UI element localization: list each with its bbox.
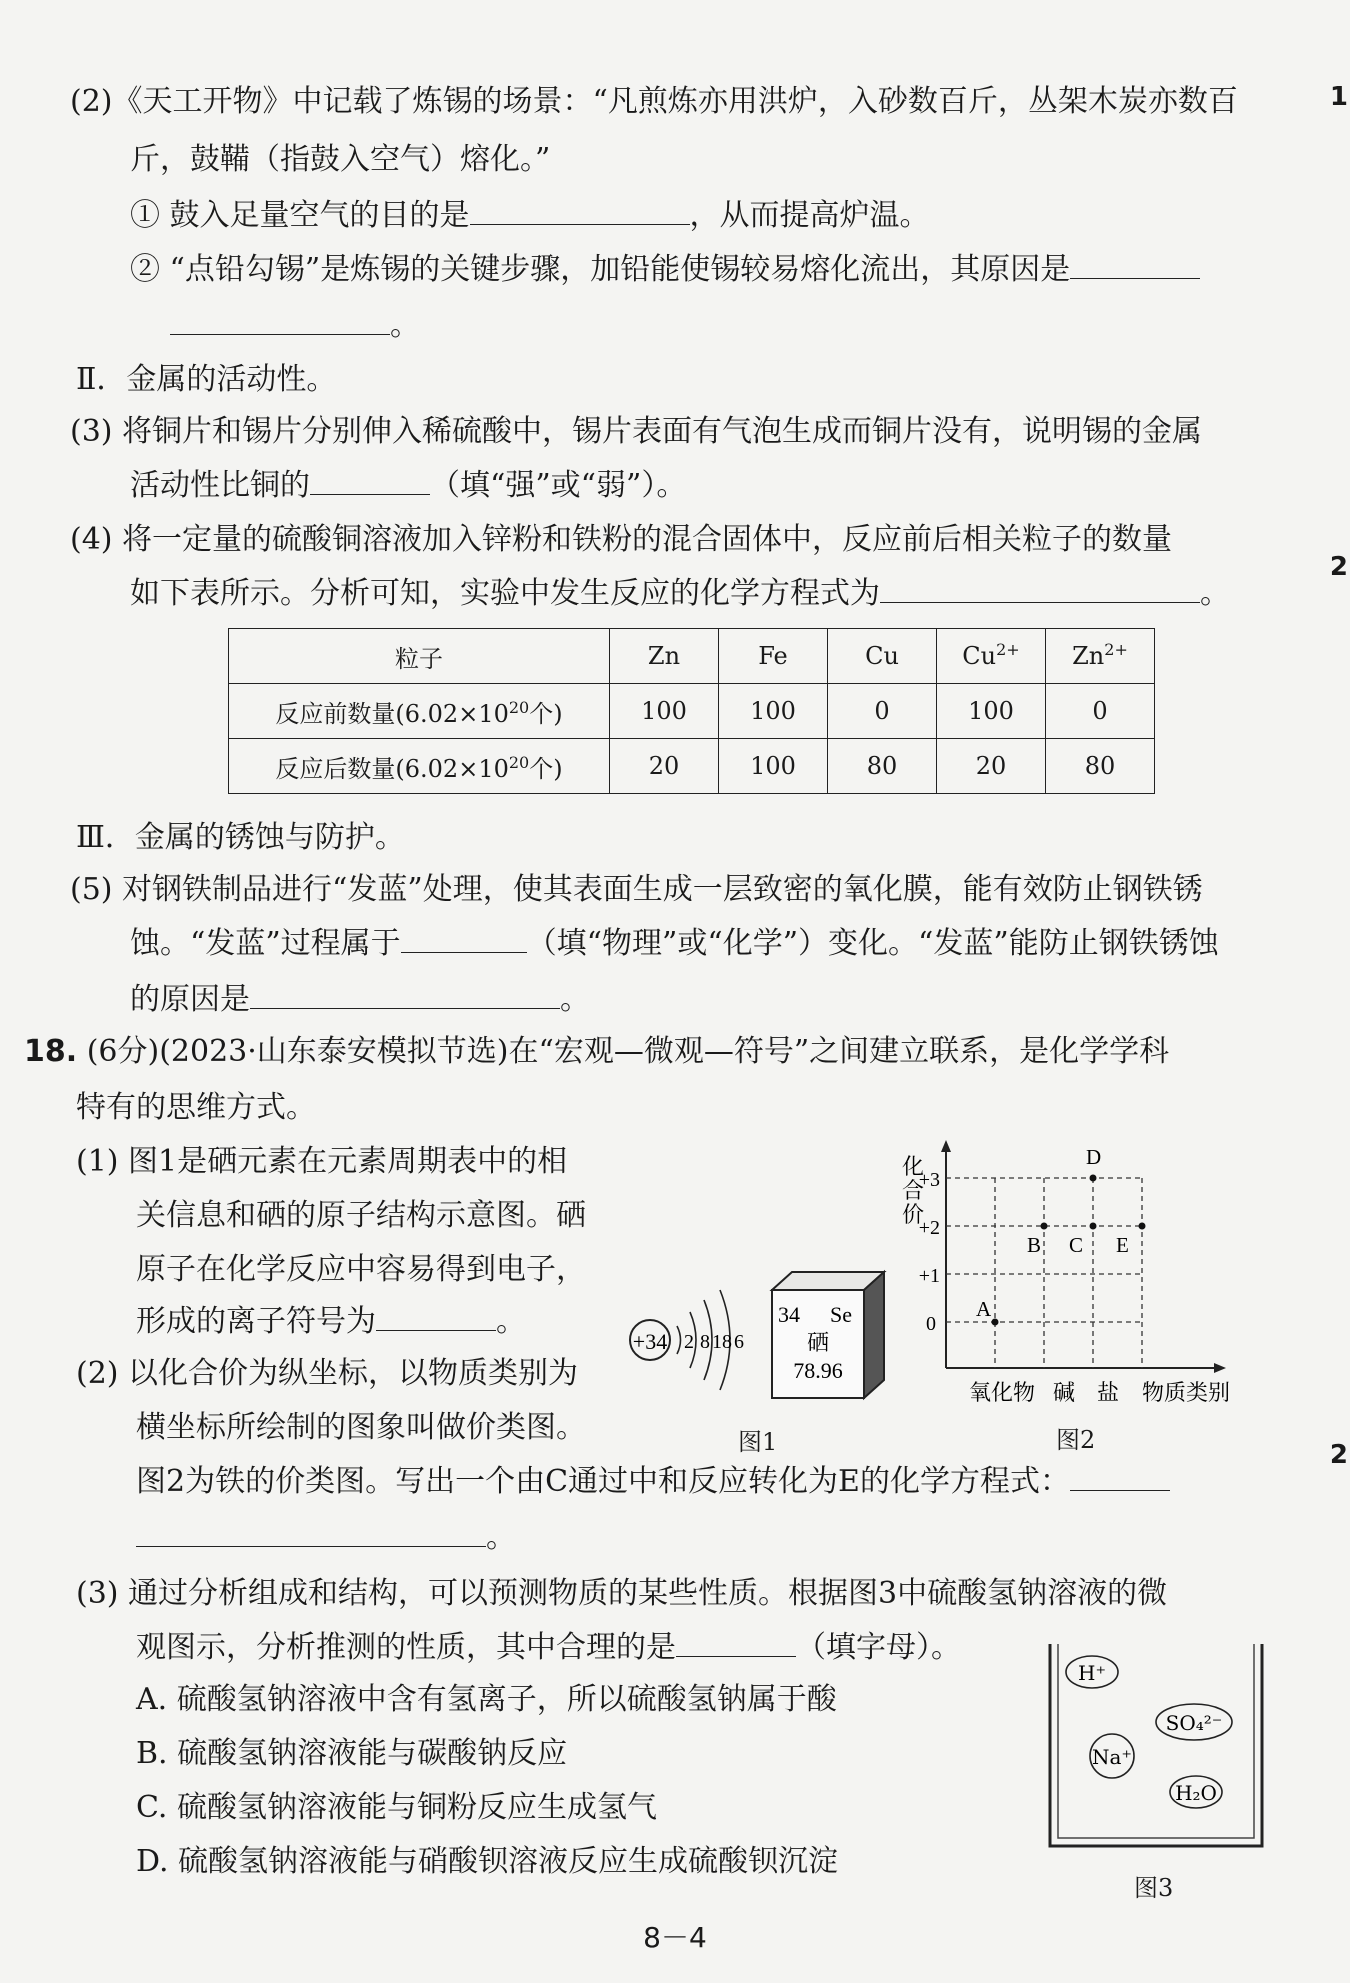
shell-electrons: 6 [734, 1331, 744, 1353]
point-a-label: A [976, 1297, 992, 1321]
table-row [229, 684, 1155, 739]
sulfate-ion-label: SO₄²⁻ [1165, 1711, 1223, 1735]
table-header: $Zn^{2+}$ [1046, 629, 1155, 684]
point-d [1090, 1175, 1097, 1182]
y-axis-label: 合 [902, 1179, 925, 1204]
figure-1-caption: 图1 [738, 1428, 778, 1456]
y-tick-label: +3 [918, 1169, 940, 1191]
point-e [1139, 1223, 1146, 1230]
shell-electrons: 2 [684, 1331, 694, 1353]
x-tick-label: 碱 [1052, 1381, 1076, 1406]
grid-lines [946, 1178, 1142, 1368]
edge-mark: 2 [1329, 552, 1348, 582]
q17-p5-line1: (5) 对钢铁制品进行“发蓝”处理，使其表面生成一层致密的氧化膜，能有效防止钢铁锈 [70, 872, 1203, 907]
answer-blank[interactable] [880, 574, 1200, 603]
table-row [229, 739, 1155, 794]
answer-blank[interactable] [136, 1518, 486, 1547]
x-axis-label: 物质类别 [1141, 1381, 1231, 1406]
figure-1 [622, 1268, 892, 1408]
q18-p1-line4: 形成的离子符号为 。 [136, 1304, 526, 1339]
table-cell: 100 [719, 684, 828, 739]
option-b[interactable]: B. 硫酸氢钠溶液能与碳酸钠反应 [136, 1736, 568, 1771]
q17-p2-sub1: ① 鼓入足量空气的目的是 ，从而提高炉温。 [130, 198, 930, 233]
na-ion-label: Na⁺ [1092, 1745, 1132, 1769]
q17-p2-line2: 斤，鼓鞴（指鼓入空气）熔化。” [130, 142, 551, 177]
q17-p4-line2: 如下表所示。分析可知，实验中发生反应的化学方程式为 。 [130, 576, 1230, 611]
atomic-number: 34 [778, 1302, 800, 1327]
option-c[interactable]: C. 硫酸氢钠溶液能与铜粉反应生成氢气 [136, 1790, 657, 1825]
h-ion-label: H⁺ [1078, 1661, 1106, 1685]
table-cell: 20 [610, 739, 719, 794]
atomic-mass: 78.96 [793, 1358, 843, 1383]
row-label: 反应后数量($6.02\times 10^{20}$个) [229, 739, 610, 794]
element-name: 硒 [806, 1331, 830, 1356]
answer-blank[interactable] [1070, 250, 1200, 279]
particle-count-table [228, 628, 1155, 794]
q18-p3-line1: (3) 通过分析组成和结构，可以预测物质的某些性质。根据图3中硫酸氢钠溶液的微 [76, 1576, 1168, 1611]
shell-electrons: 18 [712, 1331, 732, 1353]
q17-p3-line2: 活动性比铜的 （填“强”或“弱”）。 [130, 468, 687, 503]
table-cell: 100 [937, 684, 1046, 739]
element-symbol: Se [830, 1302, 852, 1327]
answer-blank[interactable] [170, 306, 390, 335]
q18-p1-line2: 关信息和硒的原子结构示意图。硒 [136, 1198, 586, 1233]
q18-p2-line1: (2) 以化合价为纵坐标，以物质类别为 [76, 1356, 579, 1391]
answer-blank[interactable] [470, 196, 690, 225]
cube-side [864, 1272, 884, 1398]
table-cell: 0 [828, 684, 937, 739]
y-tick-label: 0 [926, 1313, 936, 1335]
point-c-label: C [1069, 1233, 1084, 1257]
figure-2-caption: 图2 [1056, 1426, 1096, 1454]
page-number: 8－4 [643, 1921, 707, 1954]
q18-p2-line2: 横坐标所绘制的图象叫做价类图。 [136, 1410, 586, 1445]
table-header: 粒子 [229, 629, 610, 684]
q17-p2-sub2: ② “点铅勾锡”是炼锡的关键步骤，加铅能使锡较易熔化流出，其原因是 [130, 250, 1200, 290]
point-c [1090, 1223, 1097, 1230]
point-e-label: E [1116, 1233, 1129, 1257]
section-2-title: Ⅱ．金属的活动性。 [76, 362, 337, 397]
table-header-row [229, 629, 1155, 684]
table-cell: 100 [719, 739, 828, 794]
table-header: $Cu^{2+}$ [937, 629, 1046, 684]
water-molecule-label: H₂O [1175, 1781, 1217, 1805]
table-cell: 20 [937, 739, 1046, 794]
table-cell: 0 [1046, 684, 1155, 739]
point-b [1041, 1223, 1048, 1230]
y-axis-label: 化 [902, 1155, 925, 1180]
point-d-label: D [1086, 1145, 1102, 1169]
q18-p1-line3: 原子在化学反应中容易得到电子， [136, 1252, 586, 1287]
q18-p1-line1: (1) 图1是硒元素在元素周期表中的相 [76, 1144, 568, 1179]
q17-p4-line1: (4) 将一定量的硫酸铜溶液加入锌粉和铁粉的混合固体中，反应前后相关粒子的数量 [70, 522, 1173, 557]
q17-p3-line1: (3) 将铜片和锡片分别伸入稀硫酸中，锡片表面有气泡生成而铜片没有，说明锡的金属 [70, 414, 1203, 449]
table-header: Fe [719, 629, 828, 684]
q18-p2-line3: 图2为铁的价类图。写出一个由C通过中和反应转化为E的化学方程式： [136, 1462, 1170, 1502]
q18-intro-line1: 18. (6分)(2023·山东泰安模拟节选)在“宏观—微观—符号”之间建立联系，是化学学科 [24, 1034, 1170, 1069]
edge-mark: 1 [1329, 82, 1348, 112]
figure-3-caption: 图3 [1134, 1874, 1174, 1902]
q17-p2-sub2-cont: 。 [170, 306, 420, 346]
table-header: Cu [828, 629, 937, 684]
y-tick-label: +2 [918, 1217, 940, 1239]
question-number: 18. [24, 1034, 78, 1069]
answer-blank[interactable] [310, 466, 430, 495]
x-tick-label: 氧化物 [968, 1381, 1036, 1406]
q17-p2-line1: (2)《天工开物》中记载了炼锡的场景：“凡煎炼亦用洪炉，入砂数百斤，丛架木炭亦数百 [70, 84, 1238, 119]
row-label: 反应前数量($6.02\times 10^{20}$个) [229, 684, 610, 739]
y-axis-label: 价 [902, 1203, 925, 1228]
section-3-title: Ⅲ．金属的锈蚀与防护。 [76, 820, 405, 855]
y-tick-label: +1 [918, 1265, 940, 1287]
option-d[interactable]: D. 硫酸氢钠溶液能与硝酸钡溶液反应生成硫酸钡沉淀 [136, 1844, 839, 1879]
q17-p5-line2: 蚀。“发蓝”过程属于 （填“物理”或“化学”）变化。“发蓝”能防止钢铁锈蚀 [130, 926, 1219, 961]
answer-blank[interactable] [1070, 1462, 1170, 1491]
shell-electrons: 8 [700, 1331, 710, 1353]
nucleus-charge: +34 [632, 1329, 668, 1354]
option-a[interactable]: A. 硫酸氢钠溶液中含有氢离子，所以硫酸氢钠属于酸 [136, 1682, 837, 1717]
answer-blank[interactable] [676, 1628, 796, 1657]
point-b-label: B [1027, 1233, 1042, 1257]
answer-blank[interactable] [401, 924, 527, 953]
q17-p5-line3: 的原因是 。 [130, 982, 590, 1017]
q18-intro-line2: 特有的思维方式。 [76, 1090, 316, 1125]
figure-3 [1042, 1640, 1270, 1858]
table-cell: 80 [828, 739, 937, 794]
table-cell: 80 [1046, 739, 1155, 794]
answer-blank[interactable] [376, 1302, 496, 1331]
table-header: Zn [610, 629, 719, 684]
q18-p3-line2: 观图示，分析推测的性质，其中合理的是 （填字母）。 [136, 1630, 961, 1665]
answer-blank[interactable] [250, 980, 560, 1009]
x-tick-label: 盐 [1096, 1381, 1120, 1406]
table-cell: 100 [610, 684, 719, 739]
figure-2 [890, 1138, 1270, 1410]
q18-p2-line4: 。 [136, 1518, 516, 1558]
point-a [992, 1319, 999, 1326]
edge-mark: 2 [1329, 1440, 1348, 1470]
